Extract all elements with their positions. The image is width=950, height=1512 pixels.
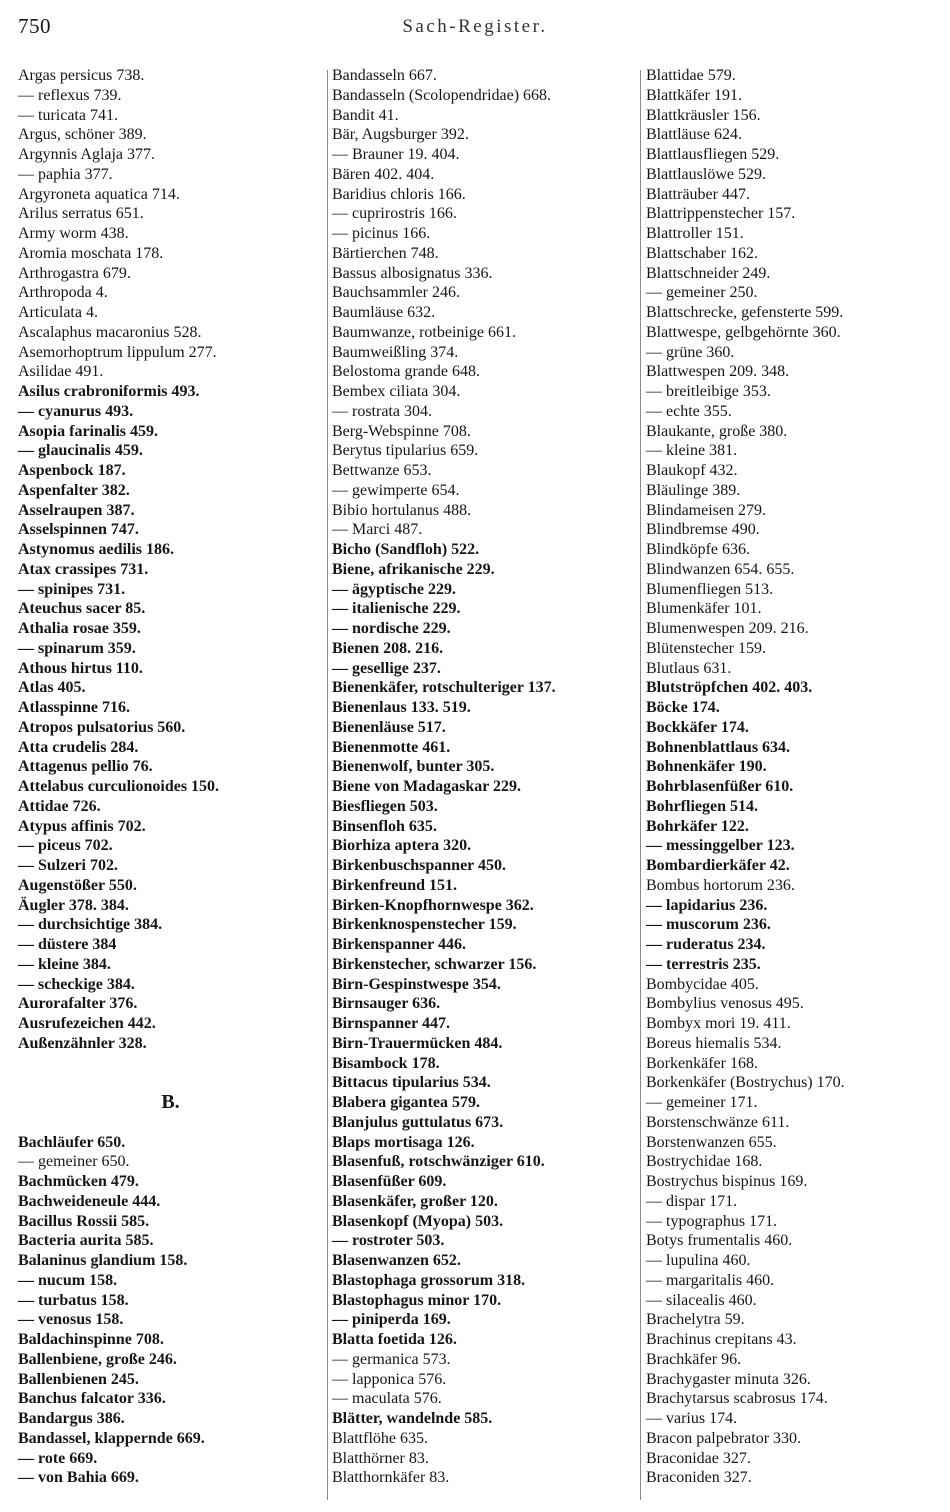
index-entry: Bockkäfer 174. [646, 718, 749, 736]
index-entry: — Sulzeri 702. [18, 857, 118, 874]
index-entry: — terrestris 235. [646, 955, 761, 973]
index-entry: — glaucinalis 459. [18, 442, 143, 460]
index-entry: Asilus crabroniformis 493. [18, 383, 200, 400]
index-entry: Army worm 438. [18, 225, 129, 242]
index-entry: Blatta foetida 126. [332, 1331, 457, 1348]
index-entry: Blattschaber 162. [646, 244, 758, 262]
index-entry: Arilus serratus 651. [18, 205, 144, 223]
index-entry: — kleine 381. [646, 442, 738, 460]
index-entry: Blutströpfchen 402. 403. [646, 679, 813, 697]
blank-line [18, 1054, 323, 1074]
index-entry: — silacealis 460. [646, 1291, 757, 1309]
index-entry: — spinipes 731. [18, 580, 126, 598]
index-entry: Bassus albosignatus 336. [332, 264, 493, 282]
index-entry: Blatträuber 447. [646, 185, 750, 203]
index-entry: Bacteria aurita 585. [18, 1232, 154, 1250]
index-entry: Asemorhoptrum lippulum 277. [18, 343, 217, 361]
index-entry: — piceus 702. [18, 837, 113, 855]
index-entry: Bracon palpebrator 330. [646, 1429, 802, 1447]
index-entry: Bisambock 178. [332, 1054, 440, 1072]
index-entry: Blattschrecke, gefensterte 599. [646, 304, 844, 321]
index-entry: Atta crudelis 284. [18, 738, 139, 756]
index-entry: Articulata 4. [18, 304, 98, 321]
index-entry: Blattläuse 624. [646, 126, 742, 144]
index-entry: Brachelytra 59. [646, 1311, 745, 1329]
index-entry: — cuprirostris 166. [332, 205, 457, 223]
index-entry: — varius 174. [646, 1410, 738, 1427]
index-entry: — typographus 171. [646, 1212, 778, 1230]
index-entry: Bombycidae 405. [646, 975, 759, 993]
index-entry: — von Bahia 669. [18, 1469, 139, 1487]
index-entry: Banchus falcator 336. [18, 1390, 166, 1408]
index-entry: Borstenwanzen 655. [646, 1133, 777, 1151]
index-entry: Atlasspinne 716. [18, 699, 131, 716]
index-entry: Blattidae 579. [646, 67, 736, 84]
index-entry: Arthropoda 4. [18, 284, 108, 302]
index-entry: Blasenkopf (Myopa) 503. [332, 1212, 504, 1230]
index-entry: Blumenkäfer 101. [646, 600, 762, 618]
index-entry: — breitleibige 353. [646, 383, 771, 400]
index-entry: — Marci 487. [332, 521, 423, 539]
index-entry: Baldachinspinne 708. [18, 1331, 164, 1348]
index-entry: Birkenstecher, schwarzer 156. [332, 955, 537, 973]
index-entry: Brachinus crepitans 43. [646, 1331, 797, 1348]
index-entry: Birkenspanner 446. [332, 936, 466, 953]
index-entry: — italienische 229. [332, 600, 461, 618]
index-entry: Bachweideneule 444. [18, 1192, 161, 1210]
index-entry: Augenstößer 550. [18, 876, 137, 894]
index-entry: Bauchsammler 246. [332, 284, 460, 302]
index-entry: Blaps mortisaga 126. [332, 1133, 475, 1151]
index-entry: Blatthörner 83. [332, 1449, 429, 1467]
index-entry: Bär, Augsburger 392. [332, 126, 469, 144]
index-entry: — rostrata 304. [332, 402, 432, 420]
index-entry: Blastophaga grossorum 318. [332, 1271, 526, 1289]
index-entry: Balaninus glandium 158. [18, 1252, 188, 1269]
index-entry: Argynnis Aglaja 377. [18, 146, 156, 163]
index-entry: Bittacus tipularius 534. [332, 1074, 491, 1092]
index-entry: — grüne 360. [646, 343, 735, 361]
index-entry: Böcke 174. [646, 699, 720, 716]
index-entry: Blasenkäfer, großer 120. [332, 1192, 498, 1210]
index-entry: Attidae 726. [18, 797, 101, 815]
index-entry: Asselspinnen 747. [18, 521, 139, 539]
index-entry: Ateuchus sacer 85. [18, 600, 146, 618]
index-entry: Bembex ciliata 304. [332, 383, 461, 400]
index-entry: Bandassel, klappernde 669. [18, 1429, 205, 1447]
index-entry: Blasenfuß, rotschwänziger 610. [332, 1153, 545, 1171]
index-entry: Blindköpfe 636. [646, 541, 750, 558]
index-entry: Blutlaus 631. [646, 659, 732, 677]
index-entry: Brachkäfer 96. [646, 1350, 742, 1368]
index-entry: Ausrufezeichen 442. [18, 1015, 156, 1032]
index-entry: Birken-Knopfhornwespe 362. [332, 896, 534, 914]
index-entry: Bohrfliegen 514. [646, 797, 758, 815]
index-entry: Bibio hortulanus 488. [332, 501, 472, 519]
index-entry: Bläulinge 389. [646, 481, 741, 499]
index-entry: — piniperda 169. [332, 1311, 451, 1329]
index-entry: Bienenläuse 517. [332, 718, 446, 736]
index-entry: Bären 402. 404. [332, 165, 435, 183]
index-entry: — echte 355. [646, 402, 732, 420]
section-letter: B. [161, 1091, 180, 1113]
index-entry: — lapponica 576. [332, 1370, 447, 1388]
index-entry: Blattkäfer 191. [646, 86, 742, 104]
index-entry: Blindbremse 490. [646, 521, 760, 539]
index-entry: Bombyx mori 19. 411. [646, 1015, 791, 1032]
index-entry: Blaukante, große 380. [646, 422, 788, 440]
index-entry: Bettwanze 653. [332, 462, 432, 479]
index-entry: Ballenbiene, große 246. [18, 1350, 177, 1368]
index-entry: Bärtierchen 748. [332, 244, 439, 262]
index-entry: Athalia rosae 359. [18, 620, 141, 637]
index-entry: — gesellige 237. [332, 659, 441, 677]
index-entry: Borkenkäfer 168. [646, 1054, 758, 1072]
index-entry: Blasenfüßer 609. [332, 1173, 447, 1190]
index-entry: — venosus 158. [18, 1311, 124, 1329]
index-entry: Birnspanner 447. [332, 1015, 450, 1032]
index-entry: Bachläufer 650. [18, 1133, 126, 1151]
index-entry: — lupulina 460. [646, 1252, 751, 1269]
index-entry: Biesfliegen 503. [332, 797, 438, 815]
index-entry: Blattrippenstecher 157. [646, 205, 796, 223]
index-entry: Blätter, wandelnde 585. [332, 1410, 493, 1427]
index-entry: Blattlauslöwe 529. [646, 165, 766, 183]
index-entry: Athous hirtus 110. [18, 659, 143, 677]
index-entry: Bienen 208. 216. [332, 639, 444, 657]
index-entry: Asilidae 491. [18, 363, 104, 381]
index-entry: Brachygaster minuta 326. [646, 1370, 811, 1388]
index-entry: Aspenfalter 382. [18, 481, 130, 499]
index-entry: Blanjulus guttulatus 673. [332, 1113, 504, 1131]
index-entry: Borstenschwänze 611. [646, 1113, 790, 1131]
index-entry: — Brauner 19. 404. [332, 146, 460, 163]
page-header [0, 0, 950, 52]
index-entry: Braconiden 327. [646, 1469, 752, 1487]
index-entry: Arthrogastra 679. [18, 264, 131, 282]
index-entry: Biene von Madagaskar 229. [332, 778, 522, 795]
index-entry: Borkenkäfer (Bostrychus) 170. [646, 1074, 845, 1092]
index-entry: Bombylius venosus 495. [646, 995, 804, 1013]
index-entry: Blattlausfliegen 529. [646, 146, 780, 163]
index-entry: Bachmücken 479. [18, 1173, 139, 1190]
index-entry: — gewimperte 654. [332, 481, 460, 499]
index-entry: — messinggelber 123. [646, 837, 795, 855]
index-entry: Bienenmotte 461. [332, 738, 451, 756]
index-entry: Blindwanzen 654. 655. [646, 560, 795, 578]
index-entry: Argus, schöner 389. [18, 126, 147, 144]
index-entry: Bohrblasenfüßer 610. [646, 778, 794, 795]
index-entry: Blatthornkäfer 83. [332, 1469, 450, 1487]
index-entry: Argyroneta aquatica 714. [18, 185, 180, 203]
index-entry: — maculata 576. [332, 1390, 442, 1408]
index-entry: Blumenwespen 209. 216. [646, 620, 809, 637]
index-entry: Baumläuse 632. [332, 304, 436, 321]
index-entry: Asopia farinalis 459. [18, 422, 159, 440]
blank-line [18, 1113, 323, 1133]
index-entry: Bienenkäfer, rotschulteriger 137. [332, 679, 556, 697]
index-entry: — turicata 741. [18, 106, 118, 124]
index-entry: Bostrychus bispinus 169. [646, 1173, 808, 1190]
index-entry: Bombus hortorum 236. [646, 876, 795, 894]
index-entry: Bandasseln 667. [332, 67, 437, 84]
index-entry: — cyanurus 493. [18, 402, 134, 420]
index-entry: Attelabus curculionoides 150. [18, 778, 220, 795]
index-entry: Ascalaphus macaronius 528. [18, 323, 202, 341]
index-entry: Äugler 378. 384. [18, 896, 129, 914]
index-entry: Astynomus aedilis 186. [18, 541, 175, 558]
index-entry: — dispar 171. [646, 1192, 738, 1210]
index-entry: Birkenknospenstecher 159. [332, 916, 517, 934]
index-column-1 [18, 66, 323, 1488]
column-divider [327, 70, 328, 1500]
index-entry: Blattschneider 249. [646, 264, 771, 282]
index-entry: Bacillus Rossii 585. [18, 1212, 150, 1230]
index-entry: Blattwespen 209. 348. [646, 363, 790, 381]
index-entry: — rote 669. [18, 1449, 98, 1467]
index-entry: — nordische 229. [332, 620, 451, 637]
index-entry: Bandasseln (Scolopendridae) 668. [332, 86, 552, 104]
index-entry: Argas persicus 738. [18, 67, 145, 84]
index-entry: Attagenus pellio 76. [18, 758, 153, 776]
index-entry: Außenzähnler 328. [18, 1034, 147, 1052]
index-entry: Aurorafalter 376. [18, 995, 138, 1013]
index-entry: Berytus tipularius 659. [332, 442, 479, 460]
index-entry: Birn-Trauermücken 484. [332, 1034, 503, 1052]
index-entry: — turbatus 158. [18, 1291, 129, 1309]
index-entry: — ägyptische 229. [332, 580, 456, 598]
index-entry: Aspenbock 187. [18, 462, 126, 479]
index-entry: Belostoma grande 648. [332, 363, 480, 381]
index-entry: Bohrkäfer 122. [646, 817, 749, 835]
index-entry: — germanica 573. [332, 1350, 451, 1368]
index-entry: — spinarum 359. [18, 639, 136, 657]
index-entry: — muscorum 236. [646, 916, 771, 934]
index-entry: — picinus 166. [332, 225, 431, 242]
index-entry: Biene, afrikanische 229. [332, 560, 495, 578]
index-entry: Brachytarsus scabrosus 174. [646, 1390, 828, 1408]
index-entry: Blasenwanzen 652. [332, 1252, 461, 1269]
index-entry: — lapidarius 236. [646, 896, 768, 914]
index-column-3 [646, 66, 946, 1488]
index-entry: Blattflöhe 635. [332, 1429, 428, 1447]
index-entry: Baumweißling 374. [332, 343, 459, 361]
index-entry: Blattwespe, gelbgehörnte 360. [646, 323, 841, 341]
index-entry: Blumenfliegen 513. [646, 580, 774, 598]
index-entry: Blattroller 151. [646, 225, 744, 242]
index-entry: Bienenwolf, bunter 305. [332, 758, 495, 776]
index-entry: Botys frumentalis 460. [646, 1232, 793, 1250]
index-entry: Bandargus 386. [18, 1410, 125, 1427]
index-entry: Baridius chloris 166. [332, 185, 466, 203]
index-entry: Bostrychidae 168. [646, 1153, 763, 1171]
index-entry: Binsenfloh 635. [332, 817, 437, 835]
index-entry: Blastophagus minor 170. [332, 1291, 502, 1309]
running-title: Sach-Register. [402, 16, 548, 37]
index-entry: Bombardierkäfer 42. [646, 857, 790, 874]
index-entry: — nucum 158. [18, 1271, 118, 1289]
index-entry: Braconidae 327. [646, 1449, 751, 1467]
index-entry: — gemeiner 171. [646, 1094, 758, 1111]
index-entry: — ruderatus 234. [646, 936, 766, 953]
index-entry: — rostroter 503. [332, 1232, 445, 1250]
index-entry: Atropos pulsatorius 560. [18, 718, 186, 736]
index-entry: — gemeiner 650. [18, 1153, 130, 1171]
index-entry: — durchsichtige 384. [18, 916, 163, 934]
index-entry: Birn-Gespinstwespe 354. [332, 975, 501, 993]
index-entry: — margaritalis 460. [646, 1271, 775, 1289]
index-entry: Ballenbienen 245. [18, 1370, 139, 1388]
index-column-2 [332, 66, 637, 1488]
index-entry: Atax crassipes 731. [18, 560, 149, 578]
index-entry: Birkenfreund 151. [332, 876, 458, 894]
index-entry: Blattkräusler 156. [646, 106, 761, 124]
column-divider [640, 70, 641, 1500]
index-entry: — düstere 384 [18, 936, 117, 953]
index-entry: Blütenstecher 159. [646, 639, 766, 657]
index-entry: Aromia moschata 178. [18, 244, 164, 262]
index-entry: — kleine 384. [18, 955, 111, 973]
page-number: 750 [18, 14, 51, 38]
index-entry: Asselraupen 387. [18, 501, 135, 519]
index-entry: Blaukopf 432. [646, 462, 738, 479]
index-entry: — paphia 377. [18, 165, 113, 183]
index-entry: Birnsauger 636. [332, 995, 441, 1013]
index-entry: Baumwanze, rotbeinige 661. [332, 323, 516, 341]
index-entry: Bohnenkäfer 190. [646, 758, 767, 776]
index-entry: Atypus affinis 702. [18, 817, 146, 835]
index-entry: Boreus hiemalis 534. [646, 1034, 782, 1052]
index-entry: Blindameisen 279. [646, 501, 766, 519]
index-entry: Atlas 405. [18, 679, 86, 697]
index-entry: Blabera gigantea 579. [332, 1094, 480, 1111]
index-entry: Biorhiza aptera 320. [332, 837, 472, 855]
index-entry: Birkenbuschspanner 450. [332, 857, 506, 874]
index-entry: Berg-Webspinne 708. [332, 422, 471, 440]
index-entry: — scheckige 384. [18, 975, 135, 993]
index-entry: — reflexus 739. [18, 86, 122, 104]
index-entry: Bienenlaus 133. 519. [332, 699, 471, 716]
index-entry: Bicho (Sandfloh) 522. [332, 541, 480, 558]
index-entry: Bandit 41. [332, 106, 399, 124]
index-entry: — gemeiner 250. [646, 284, 758, 302]
index-entry: Bohnenblattlaus 634. [646, 738, 791, 756]
